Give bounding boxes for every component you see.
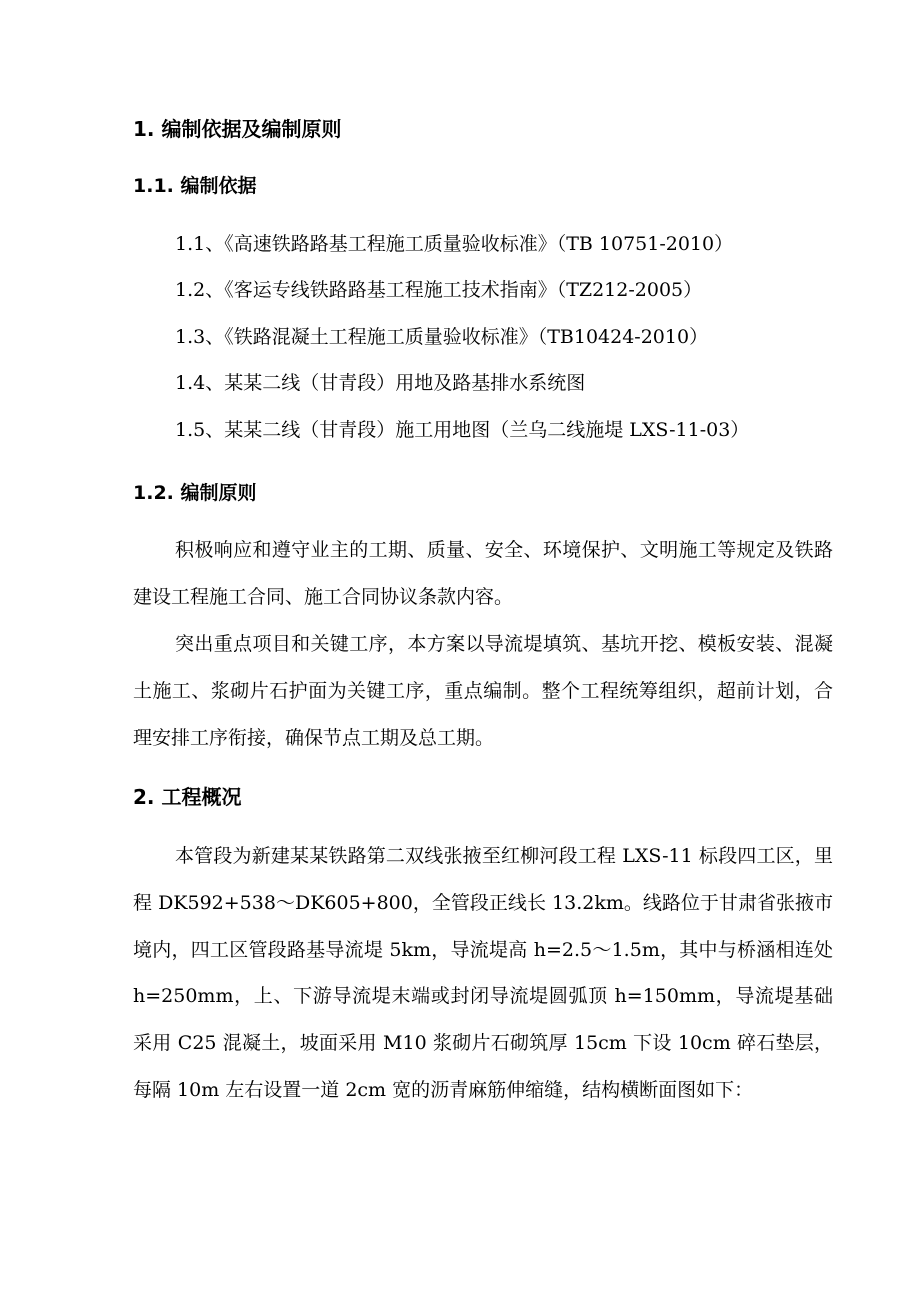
body-paragraph: 本管段为新建某某铁路第二双线张掖至红柳河段工程 LXS-11 标段四工区，里程 DK592+538～DK605+800，全管段正线长 13.2km。线路位于甘肃省张掖市境内，四工区管段路基导流堤 5km，导流堤高 h=2.5～1.5m，其中与桥涵相连处 h=250mm，上、下游导流堤末端或封闭导流堤圆弧顶 h=150mm，导流堤基础采用 C25 混凝土，坡面采用 M10 浆砌片石砌筑厚 15cm 下设 10cm 碎石垫层，每隔 10m 左右设置一道 2cm 宽的沥青麻筋伸缩缝，结构横断面图如下： <box>133 845 833 1101</box>
reference-item: 1.3、《铁路混凝土工程施工质量验收标准》（TB10424-2010） <box>175 326 709 348</box>
subsection-heading-1-1: 1.1. 编制依据 <box>133 175 257 197</box>
subsection-heading-1-2: 1.2. 编制原则 <box>133 482 257 504</box>
reference-item: 1.4、某某二线（甘青段）用地及路基排水系统图 <box>175 372 586 394</box>
section-heading-1: 1. 编制依据及编制原则 <box>133 117 342 141</box>
body-paragraph: 积极响应和遵守业主的工期、质量、安全、环境保护、文明施工等规定及铁路建设工程施工合同、施工合同协议条款内容。 <box>133 539 833 608</box>
reference-item: 1.5、某某二线（甘青段）施工用地图（兰乌二线施堤 LXS-11-03） <box>175 419 750 441</box>
reference-item: 1.1、《高速铁路路基工程施工质量验收标准》（TB 10751-2010） <box>175 233 734 255</box>
reference-item: 1.2、《客运专线铁路路基工程施工技术指南》（TZ212-2005） <box>175 279 703 301</box>
body-paragraph: 突出重点项目和关键工序，本方案以导流堤填筑、基坑开挖、模板安装、混凝土施工、浆砌片石护面为关键工序，重点编制。整个工程统筹组织，超前计划，合理安排工序衔接，确保节点工期及总工期。 <box>133 633 833 749</box>
section-heading-2: 2. 工程概况 <box>133 785 242 809</box>
